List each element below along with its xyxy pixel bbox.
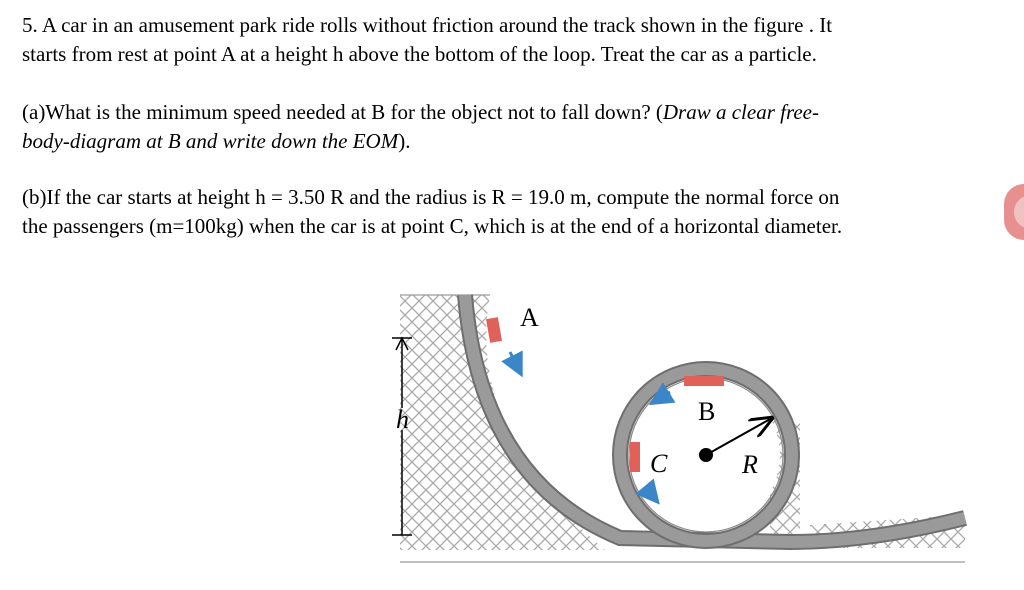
side-tab-button[interactable] bbox=[1004, 184, 1024, 240]
label-h: h bbox=[396, 405, 409, 434]
part-a-instruction: Draw a clear free- bbox=[662, 100, 819, 124]
part-b-line-2: the passengers (m=100kg) when the car is at point C, which is at the end of a horizontal diameter. bbox=[22, 214, 843, 238]
problem-intro-line-1: 5. A car in an amusement park ride rolls without friction around the track shown in the figure . It bbox=[22, 13, 833, 37]
part-a-close: ). bbox=[398, 129, 411, 153]
label-a: A bbox=[520, 303, 539, 332]
part-a-instruction-cont: body-diagram at B and write down the EOM bbox=[22, 129, 399, 153]
label-b: B bbox=[698, 397, 716, 426]
loop-track-figure bbox=[370, 280, 970, 580]
car-a bbox=[486, 317, 502, 343]
car-b bbox=[684, 376, 724, 386]
label-c: C bbox=[650, 449, 668, 478]
problem-intro bbox=[22, 11, 982, 69]
velocity-arrow-a bbox=[510, 352, 520, 372]
problem-part-a bbox=[22, 98, 982, 156]
car-c bbox=[630, 442, 640, 472]
part-b-line-1: (b)If the car starts at height h = 3.50 R and the radius is R = 19.0 m, compute the normal force on bbox=[22, 185, 840, 209]
problem-intro-line-2: starts from rest at point A at a height h above the bottom of the loop. Treat the car as a particle. bbox=[22, 42, 817, 66]
part-a-text: (a)What is the minimum speed needed at B for the object not to fall down? ( bbox=[22, 100, 663, 124]
label-r: R bbox=[742, 450, 758, 479]
problem-part-b bbox=[22, 183, 982, 241]
